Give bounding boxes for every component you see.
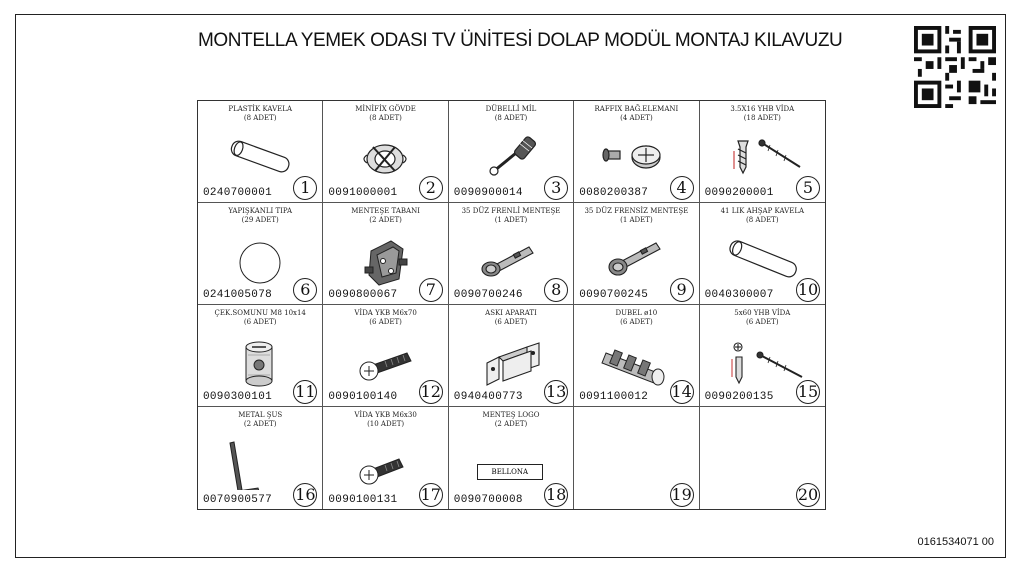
part-number: 15 <box>796 380 820 404</box>
part-cell-empty <box>700 407 825 509</box>
part-name: MİNİFİX GÖVDE <box>355 105 416 113</box>
part-quantity: (6 ADET) <box>620 318 653 326</box>
screw-icon <box>710 333 815 388</box>
part-code: 0040300007 <box>704 289 774 301</box>
part-quantity: (2 ADET) <box>369 216 402 224</box>
part-number: 11 <box>293 380 317 404</box>
part-cell <box>700 305 825 407</box>
bolt-icon <box>333 435 438 490</box>
part-cell <box>323 407 448 509</box>
part-cell <box>323 101 448 203</box>
part-quantity: (1 ADET) <box>494 216 528 224</box>
part-number: 6 <box>293 278 317 302</box>
part-number: 20 <box>796 483 820 507</box>
hinge-base-icon <box>333 231 438 286</box>
part-number: 8 <box>544 278 568 302</box>
part-quantity: (2 ADET) <box>494 420 528 428</box>
screw-icon <box>710 129 815 184</box>
part-code: 0090700246 <box>453 289 523 301</box>
parts-table <box>197 100 826 510</box>
part-number: 14 <box>670 380 694 404</box>
part-name: DUBEL ø10 <box>615 309 658 317</box>
part-code: 0240700001 <box>203 187 273 199</box>
part-code: 0090300101 <box>203 391 273 403</box>
part-code: 0070900577 <box>203 494 273 506</box>
part-cell <box>574 305 699 407</box>
part-quantity: (6 ADET) <box>494 318 528 326</box>
part-number: 3 <box>544 176 568 200</box>
part-quantity: (6 ADET) <box>369 318 402 326</box>
part-cell <box>700 203 825 305</box>
part-code: 0090700008 <box>453 494 523 506</box>
wood-dowel-icon <box>710 231 815 286</box>
part-code: 0090700245 <box>579 289 649 301</box>
part-code: 0091000001 <box>328 187 398 199</box>
part-name: 3.5X16 YHB VİDA <box>730 105 795 113</box>
part-cell <box>198 101 323 203</box>
part-cell <box>700 101 825 203</box>
part-cell <box>574 101 699 203</box>
document-number: 0161534071 00 <box>917 536 994 548</box>
dowel-pin-icon <box>459 129 564 184</box>
part-name: RAFFIX BAĞ.ELEMANI <box>594 105 679 113</box>
part-cell <box>198 407 323 509</box>
part-code: 0080200387 <box>579 187 649 199</box>
part-code: 0241005078 <box>203 289 273 301</box>
part-quantity: (1 ADET) <box>620 216 653 224</box>
part-number: 9 <box>670 278 694 302</box>
part-name: 41 LIK AHŞAP KAVELA <box>720 207 805 215</box>
part-code: 0940400773 <box>453 391 523 403</box>
qr-code-icon <box>914 26 996 108</box>
part-name: 5x60 YHB VİDA <box>734 309 791 317</box>
part-code: 0090900014 <box>453 187 523 199</box>
part-number: 17 <box>419 483 443 507</box>
part-cell <box>323 305 448 407</box>
part-number: 12 <box>419 380 443 404</box>
part-number: 13 <box>544 380 568 404</box>
part-quantity: (4 ADET) <box>620 114 653 122</box>
part-name: MENTEŞE TABANI <box>351 207 420 215</box>
part-name: DÜBELLİ MİL <box>485 105 537 113</box>
hinge-icon <box>459 231 564 286</box>
part-quantity: (18 ADET) <box>743 114 781 122</box>
part-name: 35 DÜZ FRENLİ MENTEŞE <box>461 207 561 215</box>
part-quantity: (8 ADET) <box>494 114 528 122</box>
logo-plate: BELLONA <box>477 464 543 480</box>
raffix-connector-icon <box>584 129 689 184</box>
part-name: METAL ŞUS <box>238 411 283 419</box>
part-quantity: (8 ADET) <box>243 114 277 122</box>
part-cell <box>574 203 699 305</box>
part-name: PLASTİK KAVELA <box>228 105 292 113</box>
part-cell <box>449 203 574 305</box>
hinge-icon <box>584 231 689 286</box>
allen-key-icon <box>208 435 313 490</box>
part-code: 0090100140 <box>328 391 398 403</box>
barrel-nut-icon <box>208 333 313 388</box>
part-cell-empty <box>574 407 699 509</box>
hanger-bracket-icon <box>459 333 564 388</box>
part-cell <box>449 101 574 203</box>
part-quantity: (8 ADET) <box>746 216 779 224</box>
page-title: MONTELLA YEMEK ODASI TV ÜNİTESİ DOLAP MODÜL MONTAJ KILAVUZU <box>198 30 843 51</box>
part-code: 0090100131 <box>328 494 398 506</box>
part-number: 4 <box>670 176 694 200</box>
part-name: MENTEŞ LOGO <box>482 411 540 419</box>
wall-plug-icon <box>584 333 689 388</box>
part-quantity: (6 ADET) <box>243 318 277 326</box>
part-quantity: (6 ADET) <box>746 318 779 326</box>
part-number: 10 <box>796 278 820 302</box>
part-quantity: (2 ADET) <box>243 420 277 428</box>
part-name: ÇEK.SOMUNU M8 10x14 <box>214 309 306 317</box>
part-quantity: (29 ADET) <box>241 216 279 224</box>
part-cell <box>198 203 323 305</box>
part-name: VİDA YKB M6x70 <box>354 309 417 317</box>
minifix-body-icon <box>333 129 438 184</box>
part-code: 0090200001 <box>704 187 774 199</box>
part-cell <box>198 305 323 407</box>
part-quantity: (10 ADET) <box>367 420 405 428</box>
part-number: 19 <box>670 483 694 507</box>
part-code: 0090200135 <box>704 391 774 403</box>
adhesive-cap-icon <box>208 231 313 286</box>
part-number: 16 <box>293 483 317 507</box>
part-number: 2 <box>419 176 443 200</box>
part-name: 35 DÜZ FRENSİZ MENTEŞE <box>584 207 689 215</box>
part-name: ASKI APARATI <box>485 309 537 317</box>
part-number: 1 <box>293 176 317 200</box>
bolt-icon <box>333 333 438 388</box>
part-cell <box>449 305 574 407</box>
part-cell <box>323 203 448 305</box>
part-quantity: (8 ADET) <box>369 114 402 122</box>
part-number: 5 <box>796 176 820 200</box>
dowel-icon <box>208 129 313 184</box>
part-name: YAPIŞKANLI TIPA <box>228 207 293 215</box>
part-number: 7 <box>419 278 443 302</box>
part-number: 18 <box>544 483 568 507</box>
part-name: VİDA YKB M6x30 <box>354 411 417 419</box>
part-code: 0091100012 <box>579 391 649 403</box>
part-cell <box>449 407 574 509</box>
part-code: 0090800067 <box>328 289 398 301</box>
